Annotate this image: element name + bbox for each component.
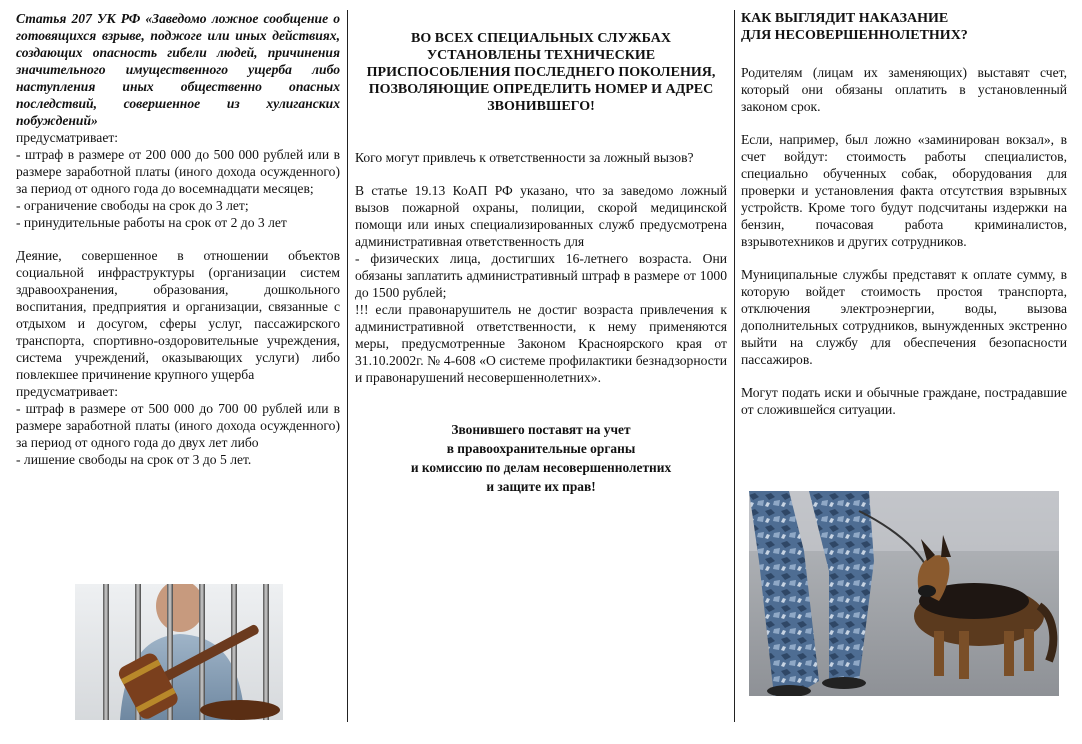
minor-measures-paragraph: !!! если правонарушитель не достиг возраста привлечения к административной ответственности, к нему применяются меры, предусмотренные Законом Красноярского края от 31.10.2002г. № 4-608 «О системе профилактики безнадзорности и правонарушений несовершеннолетних».	[355, 302, 727, 385]
penalty-item: - лишение свободы на срок от 3 до 5 лет.	[16, 452, 252, 467]
column-left	[16, 10, 340, 468]
column-divider	[347, 10, 348, 722]
citizens-lawsuit-paragraph: Могут подать иски и обычные граждане, пострадавшие от сложившейся ситуации.	[741, 385, 1067, 417]
registration-warning: и защите их прав!	[486, 479, 596, 494]
gavel-prison-photo	[75, 584, 283, 720]
minors-heading: ДЛЯ НЕСОВЕРШЕННОЛЕТНИХ?	[741, 28, 968, 43]
registration-warning: и комиссию по делам несовершеннолетних	[410, 460, 672, 475]
penalty-item: - принудительные работы на срок от 2 до 3 лет	[16, 215, 287, 230]
registration-warning: Звонившего поставят на учет	[451, 422, 631, 437]
column-right	[741, 10, 1067, 418]
liability-question: Кого могут привлечь к ответственности за ложный вызов?	[355, 150, 694, 165]
police-dog-photo	[749, 491, 1059, 696]
parents-bill-paragraph: Родителям (лицам их заменяющих) выставят счет, который они обязаны оплатить в установленный законом срок.	[741, 65, 1067, 114]
infrastructure-paragraph: Деяние, совершенное в отношении объектов социальной инфраструктуры (организации систем здравоохранения, образования, дошкольного воспитания, предприятия и организации, связанные с отдыхом и досугом, сферы услуг, пассажирского транспорта, спортивно-оздоровительные учреждения, система учреждений, оказывающих услуги) либо повлекшее причинение крупного ущерба	[16, 248, 340, 382]
penalty-item: - штраф в размере от 200 000 до 500 000 рублей или в размере заработной платы (иного дохода осужденного) за период от одного года до восемнадцати месяцев;	[16, 147, 340, 196]
article-207-title: Статья 207 УК РФ «Заведомо ложное сообщение о готовящихся взрыве, поджоге или иных действиях, создающих опасность гибели людей, причинения значительного имущественного ущерба либо наступления иных общественно опасных последствий, совершенное из хулиганских побуждений»	[16, 11, 340, 128]
registration-warning: в правоохранительные органы	[446, 441, 636, 456]
penalty-item: - ограничение свободы на срок до 3 лет;	[16, 198, 249, 213]
minors-heading: КАК ВЫГЛЯДИТ НАКАЗАНИЕ	[741, 11, 949, 26]
provides-label: предусматривает:	[16, 130, 119, 145]
station-example-paragraph: Если, например, был ложно «заминирован вокзал», в счет войдут: стоимость работы специалистов, специально обученных собак, оборудования для проверки и установления факта отсутствия взрывных устройств. Кроме того будут подсчитаны издержки на бензин, почасовая работа криминалистов, взрывотехников и других сотрудников.	[741, 132, 1067, 249]
koap-paragraph: В статье 19.13 КоАП РФ указано, что за заведомо ложный вызов пожарной охраны, полиции, скорой медицинской помощи или иных специализированных служб предусмотрена административная ответственность для	[355, 183, 727, 249]
column-middle	[355, 10, 727, 496]
municipal-services-paragraph: Муниципальные службы представят к оплате сумму, в которую войдет стоимость простоя транспорта, отключения электроэнергии, воды, вызова дополнительных сотрудников, вынужденных экстренно выйти на службу для обеспечения безопасности пассажиров.	[741, 267, 1067, 367]
penalty-item: - штраф в размере от 500 000 до 700 00 рублей или в размере заработной платы (иного дохода осужденного) за период от одного года до двух лет либо	[16, 401, 340, 450]
technical-means-heading: ВО ВСЕХ СПЕЦИАЛЬНЫХ СЛУЖБАХ УСТАНОВЛЕНЫ ТЕХНИЧЕСКИЕ ПРИСПОСОБЛЕНИЯ ПОСЛЕДНЕГО ПОКОЛЕНИЯ, ПОЗВОЛЯЮЩИЕ ОПРЕДЕЛИТЬ НОМЕР И АДРЕС ЗВОНИВШЕГО!	[366, 31, 716, 114]
column-divider	[734, 10, 735, 722]
fine-paragraph: - физических лица, достигших 16-летнего возраста. Они обязаны заплатить административный штраф в размере от 1000 до 1500 рублей;	[355, 251, 727, 300]
provides-label: предусматривает:	[16, 384, 119, 399]
